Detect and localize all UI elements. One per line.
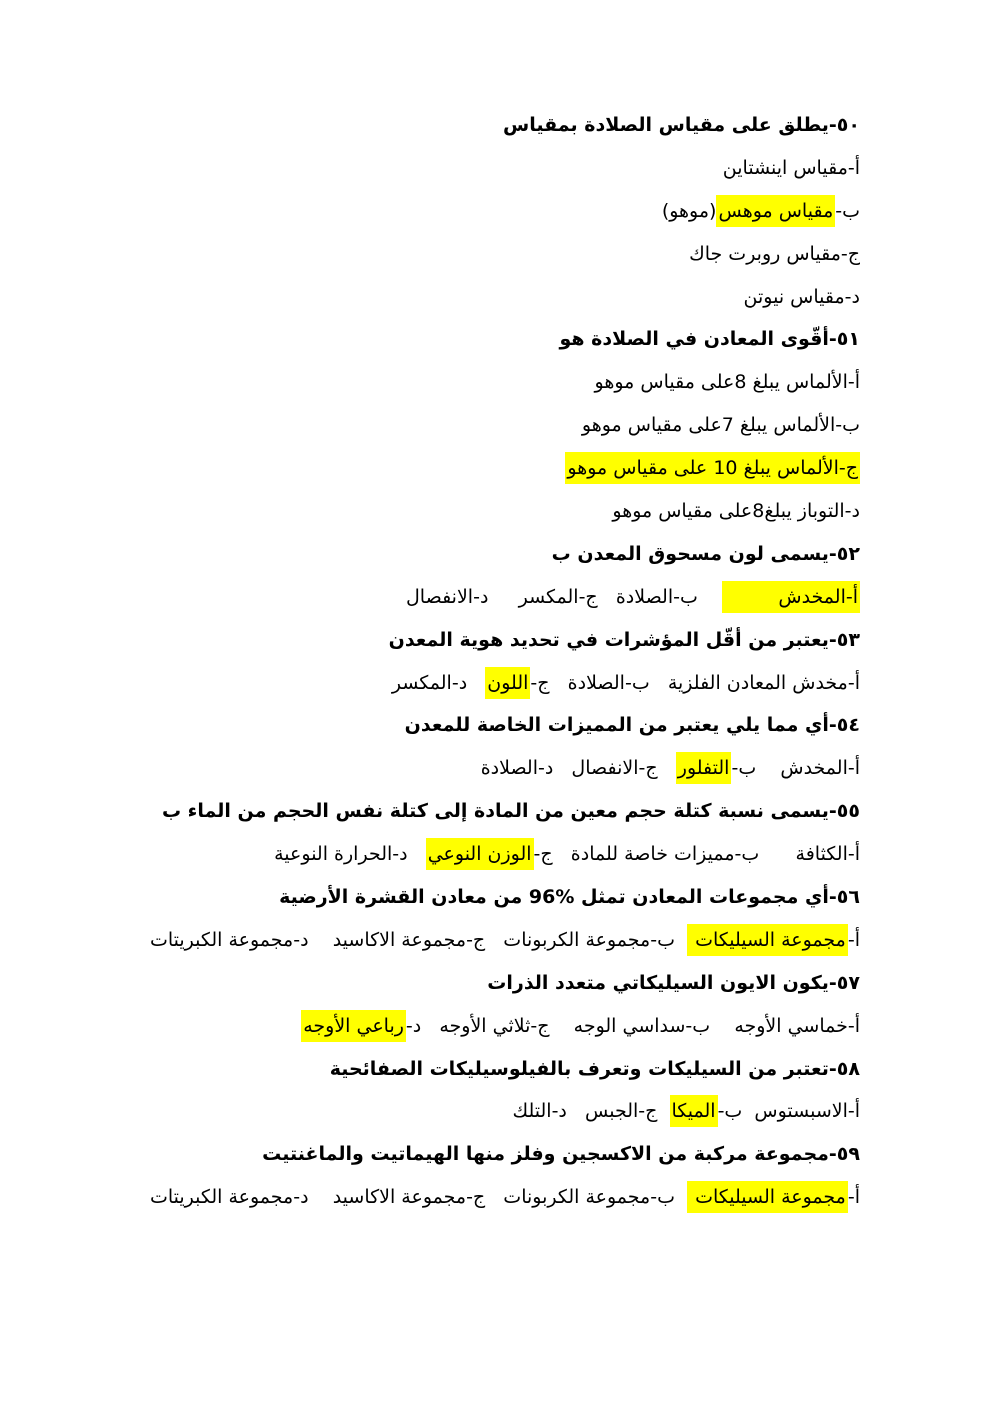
question-51-heading: ٥١-أقّوى المعادن في الصلادة هو (559, 328, 860, 351)
highlighted-answer: الوزن النوعي (426, 838, 534, 870)
option-text: ب- (835, 199, 860, 222)
question-51-option-line-1 (28, 361, 860, 404)
option-text: ج-الجبس د-التلك (512, 1100, 670, 1123)
option-text: ب-مجموعة الكربونات ج-مجموعة الاكاسيد د-مجموعة الكبريتات (149, 928, 688, 951)
option-text: أ-المخدش ب- (731, 757, 860, 780)
highlighted-answer: أ-المخدش (722, 581, 860, 613)
question-52-heading: ٥٢-يسمى لون مسحوق المعدن ب (551, 542, 860, 565)
question-51-option-line-2 (28, 404, 860, 447)
question-57-heading: ٥٧-يكون الايون السيليكاتي متعدد الذرات (487, 971, 860, 994)
highlighted-answer: ج-الألماس يبلغ 10 على مقياس موهو (565, 452, 860, 484)
option-text: أ-الكثافة ب-مميزات خاصة للمادة ج- (533, 843, 860, 866)
question-58-heading: ٥٨-تعتبر من السيليكات وتعرف بالفيلوسيليكات الصفائحية (329, 1057, 860, 1080)
highlighted-answer: رباعي الأوجه (301, 1010, 406, 1042)
highlighted-answer: التفلور (676, 752, 732, 784)
option-text: ب-الألماس يبلغ 7على مقياس موهو (581, 414, 860, 437)
question-51-option-line-4 (28, 490, 860, 533)
question-56-option-line-1 (28, 919, 860, 962)
option-text: أ-مخدش المعادن الفلزية ب-الصلادة ج- (530, 671, 860, 694)
option-text: أ- (847, 1186, 860, 1209)
question-50-option-line-2 (28, 190, 860, 233)
option-text: أ- (847, 928, 860, 951)
highlighted-answer: مجموعة السيليكات (687, 1181, 848, 1213)
question-50-option-line-3 (28, 233, 860, 276)
option-text: (موهو) (661, 199, 717, 222)
option-text: د-مقياس نيوتن (743, 285, 860, 308)
question-50-heading: ٥٠-يطلق على مقياس الصلادة بمقياس (503, 114, 860, 136)
option-text: أ-الألماس يبلغ 8على مقياس موهو (594, 371, 860, 394)
option-text: د-التوباز يبلغ8على مقياس موهو (612, 500, 860, 523)
question-52-option-line-1 (28, 576, 860, 619)
question-53-heading: ٥٣-يعتبر من أقّل المؤشرات في تحديد هوية المعدن (388, 628, 860, 651)
highlighted-answer: مقياس موهس (716, 195, 835, 227)
question-53-option-line-1 (28, 662, 860, 705)
option-text: ج-الانفصال د-الصلادة (480, 757, 676, 780)
question-59-heading: ٥٩-مجموعة مركبة من الاكسجين وفلز منها الهيماتيت والماغنتيت (262, 1143, 860, 1166)
option-text: أ-الاسبستوس ب- (717, 1100, 860, 1123)
question-57-option-line-1 (28, 1005, 860, 1048)
question-55-option-line-1 (28, 833, 860, 876)
question-54-option-line-1 (28, 747, 860, 790)
option-text: أ-مقياس اينشتاين (722, 156, 860, 179)
question-50-option-line-4 (28, 276, 860, 319)
question-51-option-line-3 (28, 447, 860, 490)
option-text: ب-مجموعة الكربونات ج-مجموعة الاكاسيد د-مجموعة الكبريتات (149, 1186, 688, 1209)
option-text: د-الحرارة النوعية (274, 843, 426, 866)
option-text: د-المكسر (391, 671, 486, 694)
option-text: ب-الصلادة ج-المكسر د-الانفصال (406, 585, 723, 608)
highlighted-answer: الميكا (670, 1095, 718, 1127)
question-59-option-line-1 (28, 1176, 860, 1219)
highlighted-answer: مجموعة السيليكات (687, 924, 848, 956)
question-50-option-line-1 (28, 147, 860, 190)
question-56-heading: ٥٦-أي مجموعات المعادن تمثل %96 من معادن القشرة الأرضية (279, 886, 860, 909)
question-55-heading: ٥٥-يسمى نسبة كتلة حجم معين من المادة إلى كتلة نفس الحجم من الماء ب (161, 800, 860, 823)
question-54-heading: ٥٤-أي مما يلي يعتبر من المميزات الخاصة للمعدن (404, 714, 860, 737)
option-text: ج-مقياس روبرت جاك (689, 242, 860, 265)
highlighted-answer: اللون (485, 667, 530, 699)
option-text: أ-خماسي الأوجه ب-سداسي الوجه ج-ثلاثي الأوجه د- (405, 1014, 860, 1037)
question-58-option-line-1 (28, 1090, 860, 1133)
